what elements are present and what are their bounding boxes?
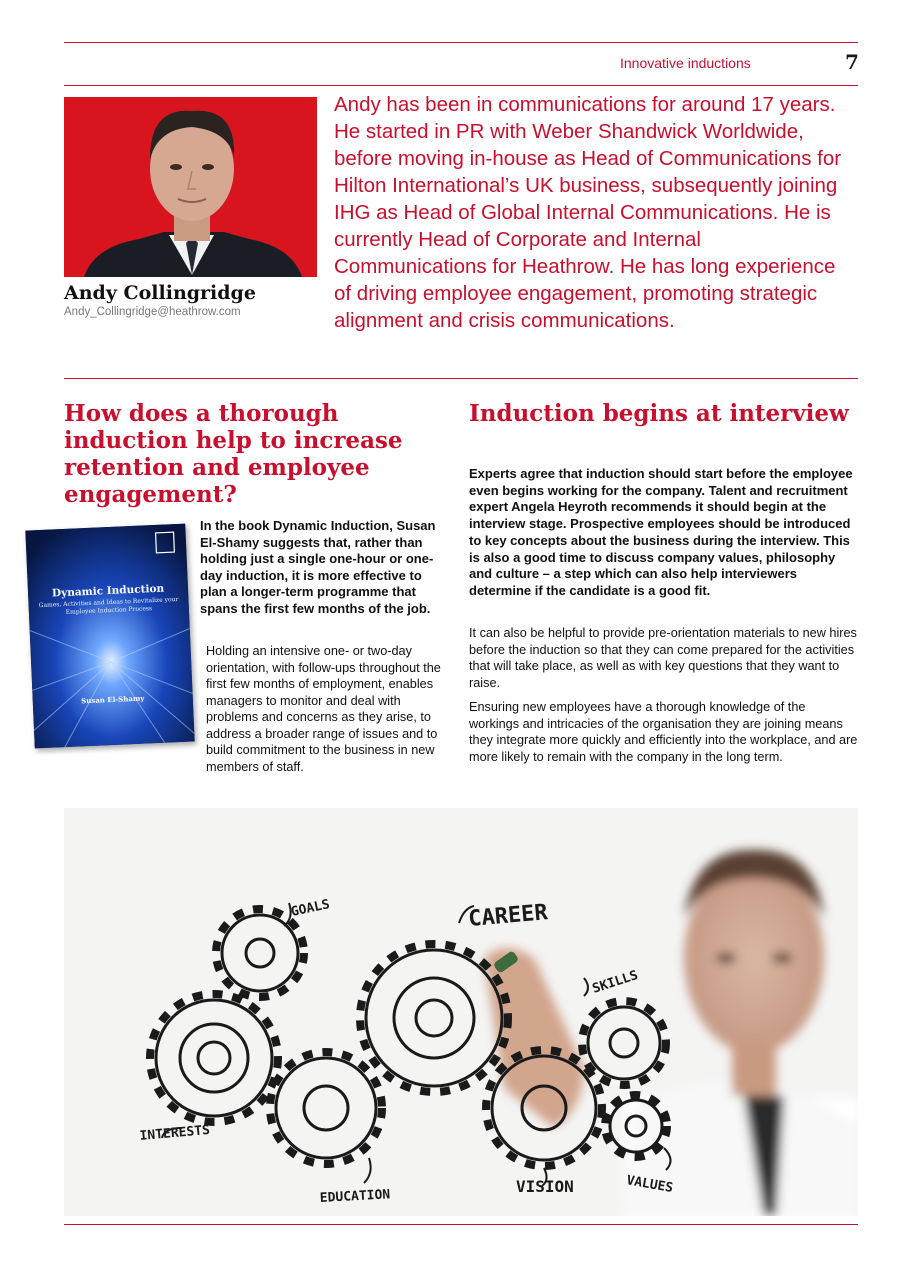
book-author: Susan El-Shamy xyxy=(80,693,145,706)
header-rule xyxy=(64,85,858,86)
footer-rule xyxy=(64,1224,858,1225)
left-body-paragraph: Holding an intensive one- or two-day orientation, with follow-ups throughout the first few months of employment, enables managers to monitor and deal with problems and concerns as they arise, to address a broader range of issues and to build commitment to the business in new members of staff. xyxy=(206,644,441,774)
label-education: EDUCATION xyxy=(319,1187,391,1206)
label-career: CAREER xyxy=(467,900,549,932)
right-body-paragraph-1: It can also be helpful to provide pre-orientation materials to new hires before the induction so that they can come prepared for the activities that will take place, as well as with key questions that they want to raise. xyxy=(469,626,857,690)
right-heading: Induction begins at interview xyxy=(469,400,849,427)
author-name: Andy Collingridge xyxy=(64,282,256,304)
author-email[interactable]: Andy_Collingridge@heathrow.com xyxy=(64,306,241,318)
career-gears-illustration xyxy=(64,808,858,1216)
book-subtitle: Games, Activities and Ideas to Revitalize your Employee Induction Process xyxy=(38,595,179,616)
label-values: VALUES xyxy=(625,1173,675,1197)
book-title: Dynamic Induction xyxy=(51,582,165,600)
book-cover xyxy=(25,524,194,749)
label-skills: SKILLS xyxy=(590,968,640,997)
section-title: Innovative inductions xyxy=(620,55,751,71)
top-rule xyxy=(64,42,858,43)
bio-rule xyxy=(64,378,858,379)
label-vision: VISION xyxy=(516,1177,574,1196)
right-body-paragraph-2: Ensuring new employees have a thorough knowledge of the workings and intricacies of the organisation they are joining means they integrate more quickly and efficiently into the workplace, and are more likely to remain with the company in the long term. xyxy=(469,700,858,764)
left-lead-paragraph: In the book Dynamic Induction, Susan El-Shamy suggests that, rather than holding just a single one-hour or one-day induction, it is more effective to plan a longer-term programme that spans the first few months of the job. xyxy=(200,518,436,616)
author-portrait xyxy=(64,97,317,277)
author-bio: Andy has been in communications for around 17 years. He started in PR with Weber Shandwick Worldwide, before moving in-house as Head of Communications for Hilton International’s UK business, subsequently joining IHG as Head of Global Internal Communications. He is currently Head of Corporate and Internal Communications for Heathrow. He has long experience of driving employee engagement, promoting strategic alignment and crisis communications. xyxy=(334,93,842,332)
left-heading: How does a thorough induction help to increase retention and employee engagement? xyxy=(64,400,403,508)
label-interests: INTERESTS xyxy=(139,1122,211,1144)
page-number: 7 xyxy=(845,50,859,74)
right-lead-paragraph: Experts agree that induction should start before the employee even begins working for the company. Talent and recruitment expert Angela Heyroth recommends it should begin at the interview stage. Prospective employees should be introduced to key concepts about the business during the interview. This is also a good time to discuss company values, philosophy and culture – a step which can also help interviewers determine if the candidate is a good fit. xyxy=(469,466,853,598)
label-goals: GOALS xyxy=(289,897,332,920)
